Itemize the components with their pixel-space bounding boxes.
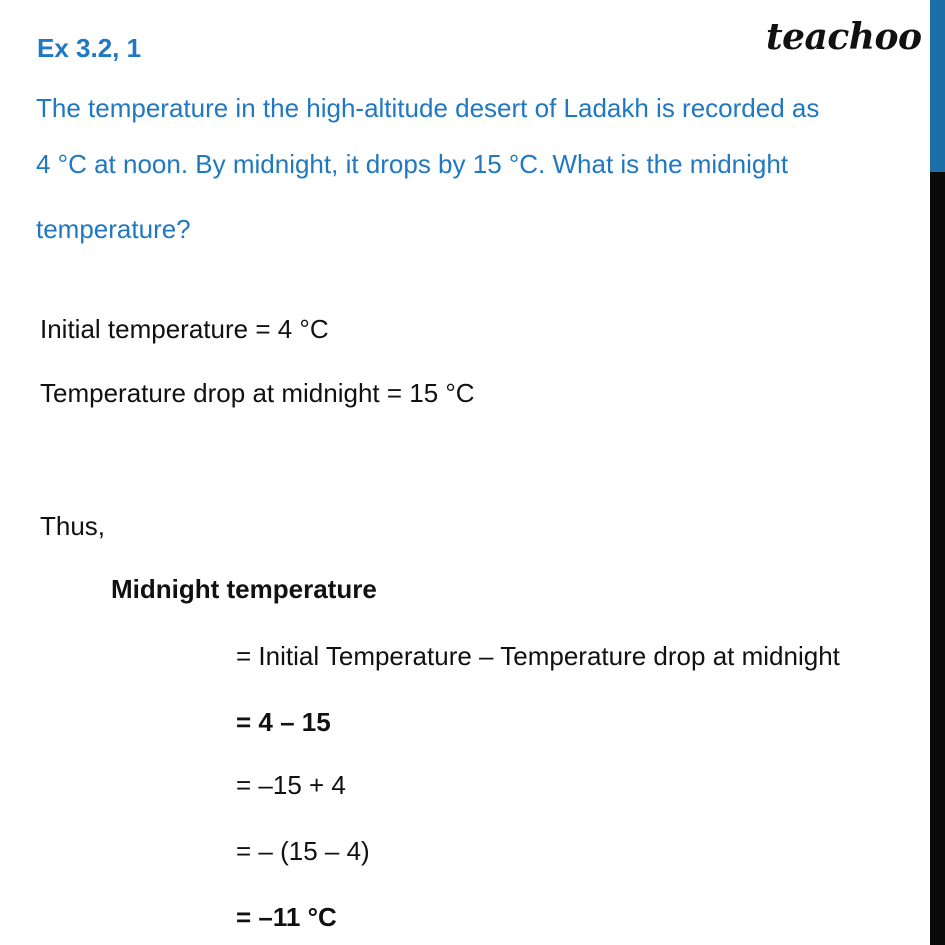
solution-step-3: = –15 + 4: [236, 770, 346, 800]
thus-label: Thus,: [40, 511, 106, 541]
solution-final-answer: = –11 °C: [236, 902, 337, 932]
exercise-title: Ex 3.2, 1: [37, 33, 142, 63]
scrollbar-thumb[interactable]: [930, 0, 945, 172]
scrollbar-lower-track[interactable]: [930, 172, 945, 945]
given-initial-temperature: Initial temperature = 4 °C: [40, 314, 329, 344]
solution-heading: Midnight temperature: [111, 574, 377, 604]
question-line-1: The temperature in the high-altitude desert of Ladakh is recorded as: [36, 93, 820, 123]
solution-step-2: = 4 – 15: [236, 707, 331, 737]
question-line-2: 4 °C at noon. By midnight, it drops by 15 °C. What is the midnight: [36, 149, 789, 179]
question-line-3: temperature?: [36, 214, 191, 244]
solution-step-4: = – (15 – 4): [236, 836, 370, 866]
given-temperature-drop: Temperature drop at midnight = 15 °C: [40, 378, 475, 408]
solution-step-1: = Initial Temperature – Temperature drop at midnight: [236, 641, 840, 671]
teachoo-logo: teachoo: [766, 16, 922, 58]
